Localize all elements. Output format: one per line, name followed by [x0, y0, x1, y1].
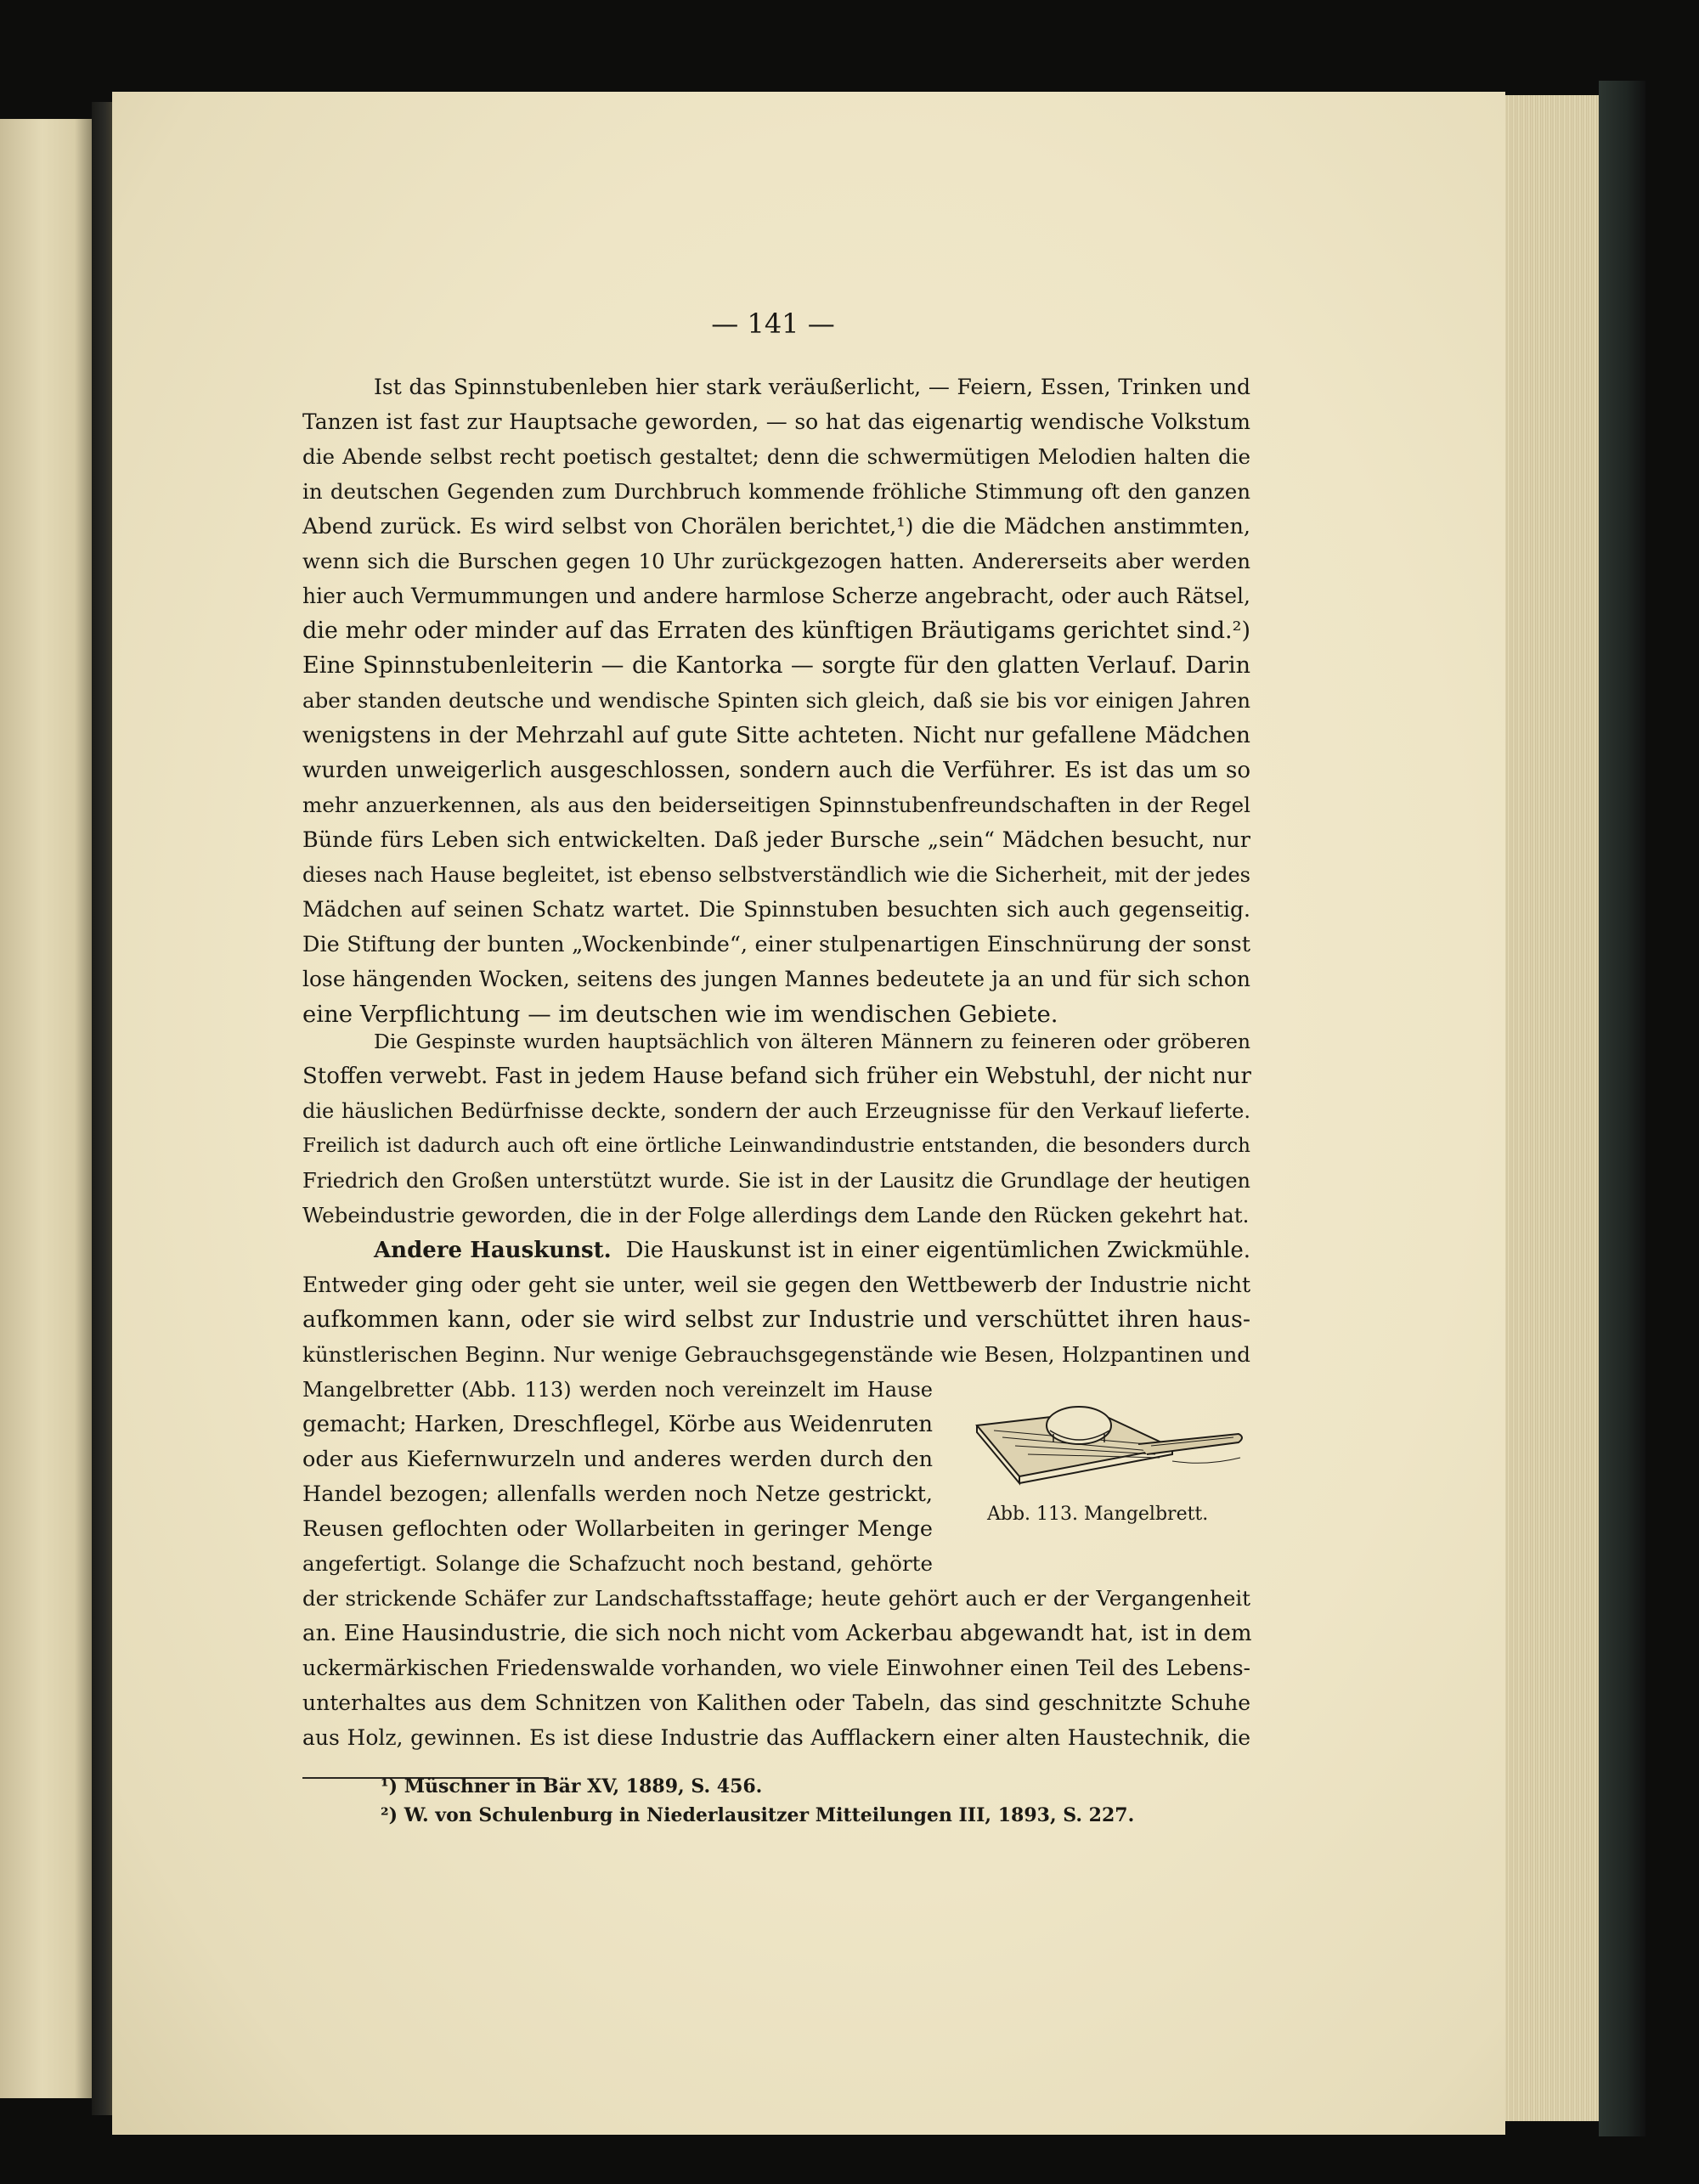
text-line: Friedrich den Großen unterstützt wurde. Sie ist in der Lausitz die Grundlage der heutigen	[302, 1169, 1250, 1193]
text-line: unterhaltes aus dem Schnitzen von Kalithen oder Tabeln, das sind geschnitzte Schuhe	[302, 1690, 1250, 1715]
mangelbrett-illustration	[968, 1393, 1249, 1487]
text-line: Eine Spinnstubenleiterin — die Kantorka — sorgte für den glatten Verlauf. Darin	[302, 652, 1250, 679]
text-line: Entweder ging oder geht sie unter, weil sie gegen den Wettbewerb der Industrie nicht	[302, 1273, 1250, 1297]
left-page-edge	[0, 119, 93, 2098]
text-line: wenigstens in der Mehrzahl auf gute Sitte achteten. Nicht nur gefallene Mädchen	[302, 722, 1250, 748]
text-line: lose hängenden Wocken, seitens des jungen Mannes bedeutete ja an und für sich schon	[302, 967, 1250, 991]
text-line: aus Holz, gewinnen. Es ist diese Industrie das Aufflackern einer alten Haustechnik, die	[302, 1725, 1250, 1750]
text-line: in deutschen Gegenden zum Durchbruch kommende fröhliche Stimmung oft den ganzen	[302, 479, 1250, 504]
book-cover	[1599, 81, 1645, 2136]
page-number: — 141 —	[711, 308, 835, 340]
text-line: eine Verpflichtung — im deutschen wie im wendischen Gebiete.	[302, 1001, 1058, 1028]
text-line: Webeindustrie geworden, die in der Folge allerdings dem Lande den Rücken gekehrt hat.	[302, 1203, 1250, 1227]
text-line: Stoffen verwebt. Fast in jedem Hause befand sich früher ein Webstuhl, der nicht nur	[302, 1064, 1251, 1089]
text-line: Bünde fürs Leben sich entwickelten. Daß jeder Bursche „sein“ Mädchen besucht, nur	[302, 827, 1250, 853]
text-line: aufkommen kann, oder sie wird selbst zur Industrie und verschüttet ihren haus-	[302, 1306, 1250, 1333]
text-line: wurden unweigerlich ausgeschlossen, sondern auch die Verführer. Es ist das um so	[302, 758, 1250, 783]
section-heading: Andere Hauskunst.	[374, 1238, 612, 1263]
text-line: die Abende selbst recht poetisch gestaltet; denn die schwermütigen Melodien halten die	[302, 444, 1250, 469]
text-line: an. Eine Hausindustrie, die sich noch nicht vom Ackerbau abgewandt hat, ist in dem	[302, 1621, 1252, 1646]
text-line: oder aus Kiefernwurzeln und anderes werden durch den	[302, 1447, 933, 1472]
text-line: künstlerischen Beginn. Nur wenige Gebrauchsgegenstände wie Besen, Holzpantinen und	[302, 1342, 1250, 1367]
text-line: Abend zurück. Es wird selbst von Chorälen berichtet,¹) die die Mädchen anstimmten,	[302, 514, 1250, 539]
text-line: angefertigt. Solange die Schafzucht noch bestand, gehörte	[302, 1551, 933, 1576]
text-line: dieses nach Hause begleitet, ist ebenso selbstverständlich wie die Sicherheit, mit der jedes	[302, 863, 1250, 887]
figure-caption: Abb. 113. Mangelbrett.	[987, 1504, 1209, 1525]
text-line: mehr anzuerkennen, als aus den beiderseitigen Spinnstubenfreundschaften in der Regel	[302, 793, 1250, 817]
text-line: die mehr oder minder auf das Erraten des künftigen Bräutigams gerichtet sind.²)	[302, 618, 1250, 644]
page-edges	[1505, 95, 1601, 2121]
text-line: Ist das Spinnstubenleben hier stark veräußerlicht, — Feiern, Essen, Trinken und	[374, 375, 1250, 399]
text-line: Handel bezogen; allenfalls werden noch Netze gestrickt,	[302, 1481, 933, 1507]
text-line: uckermärkischen Friedenswalde vorhanden, wo viele Einwohner einen Teil des Lebens-	[302, 1656, 1250, 1680]
text-line: wenn sich die Burschen gegen 10 Uhr zurückgezogen hatten. Andererseits aber werden	[302, 549, 1250, 573]
text-line: der strickende Schäfer zur Landschaftsstaffage; heute gehört auch er der Vergangenheit	[302, 1586, 1250, 1611]
text-line: Die Gespinste wurden hauptsächlich von älteren Männern zu feineren oder gröberen	[374, 1030, 1250, 1053]
text-line: Mangelbretter (Abb. 113) werden noch vereinzelt im Hause	[302, 1378, 933, 1402]
section-first-line-text: Die Hauskunst ist in einer eigentümlichen Zwickmühle.	[625, 1238, 1251, 1263]
text-line: Die Stiftung der bunten „Wockenbinde“, einer stulpenartigen Einschnürung der sonst	[302, 932, 1250, 957]
text-line: die häuslichen Bedürfnisse deckte, sondern der auch Erzeugnisse für den Verkauf lieferte.	[302, 1099, 1250, 1123]
text-line: Reusen geflochten oder Wollarbeiten in geringer Menge	[302, 1516, 933, 1542]
section-first-line	[374, 1235, 1250, 1266]
text-line: Tanzen ist fast zur Hauptsache geworden, — so hat das eigenartig wendische Volkstum	[302, 409, 1250, 434]
text-line: Mädchen auf seinen Schatz wartet. Die Spinnstuben besuchten sich auch gegenseitig.	[302, 897, 1250, 922]
text-line: aber standen deutsche und wendische Spinten sich gleich, daß sie bis vor einigen Jahren	[302, 688, 1250, 713]
text-line: hier auch Vermummungen und andere harmlose Scherze angebracht, oder auch Rätsel,	[302, 584, 1250, 608]
footnote-1: ¹) Müschner in Bär XV, 1889, S. 456.	[381, 1775, 763, 1797]
footnote-2: ²) W. von Schulenburg in Niederlausitzer Mitteilungen III, 1893, S. 227.	[381, 1804, 1135, 1826]
text-line: Freilich ist dadurch auch oft eine örtliche Leinwandindustrie entstanden, die besonders durch	[302, 1135, 1250, 1157]
text-line: gemacht; Harken, Dreschflegel, Körbe aus Weidenruten	[302, 1412, 933, 1437]
